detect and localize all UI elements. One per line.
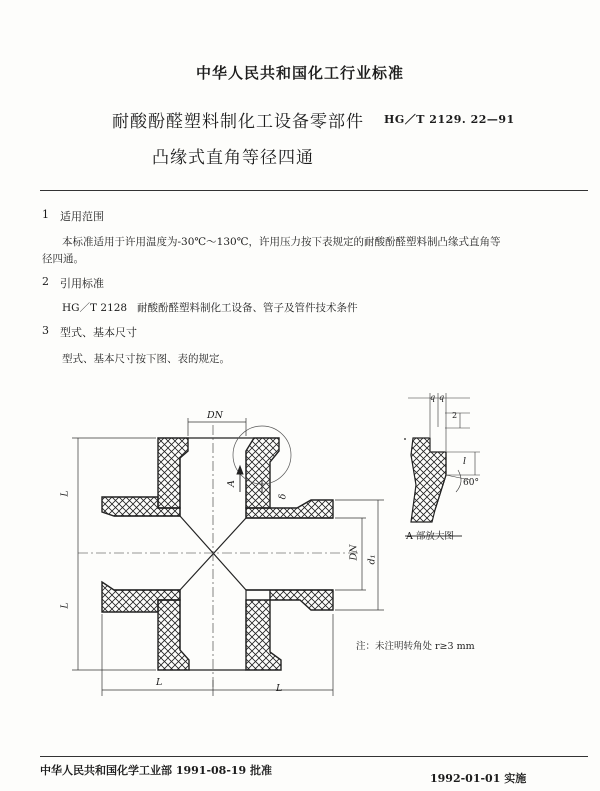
angle-label: 60°	[463, 478, 479, 488]
footer-effective: 1992-01-01 实施	[430, 772, 527, 785]
l-left-upper-label: L	[59, 490, 71, 497]
section-3-title: 型式、基本尺寸	[60, 326, 137, 339]
l-bottom-right-label: L	[276, 683, 283, 694]
section-1-text-2: 径四通。	[42, 253, 84, 265]
figure-note: 注：未注明转角处 r≥3 mm	[356, 641, 475, 652]
section-2-number: 2	[42, 275, 49, 288]
detail-caption: A 部放大图	[406, 531, 454, 542]
section-2-title: 引用标准	[60, 277, 104, 290]
footer-issuer: 中华人民共和国化学工业部 1991-08-19 批准	[40, 764, 273, 777]
title-line-2: 凸缘式直角等径四通	[152, 148, 314, 168]
footer-rule	[40, 756, 588, 757]
q-label-1: q	[430, 393, 436, 402]
section-3-text: 型式、基本尺寸按下图、表的规定。	[62, 353, 230, 365]
standard-category: 中华人民共和国化工行业标准	[195, 64, 404, 82]
dn-top-label: DN	[207, 410, 223, 421]
standard-code: HG／T 2129. 22—91	[384, 113, 515, 126]
reference-title: 耐酸酚醛塑料制化工设备、管子及管件技术条件	[137, 302, 358, 314]
section-1-text-1: 本标准适用于许用温度为-30℃～130℃，许用压力按下表规定的耐酸酚醛塑料制凸缘式直角等	[62, 236, 501, 248]
delta-label: δ	[277, 493, 289, 500]
d1-label: d₁	[366, 554, 378, 565]
q-label-2: q	[439, 393, 445, 402]
reference-code: HG／T 2128	[62, 302, 128, 314]
l-detail-label: l	[463, 456, 467, 467]
section-1-number: 1	[42, 208, 49, 221]
cross-inner-lines	[114, 438, 333, 670]
section-1-title: 适用范围	[60, 210, 104, 223]
l-bottom-left-label: L	[156, 677, 163, 688]
title-line-1: 耐酸酚醛塑料制化工设备零部件	[112, 112, 364, 132]
cross-walls	[102, 438, 333, 670]
a-marker-label: A	[225, 480, 237, 487]
section-3-number: 3	[42, 324, 49, 337]
dim-2-label: 2	[452, 411, 458, 420]
dn-side-label: DN	[348, 544, 360, 561]
l-left-lower-label: L	[59, 602, 71, 609]
detail-a-view	[405, 438, 446, 522]
